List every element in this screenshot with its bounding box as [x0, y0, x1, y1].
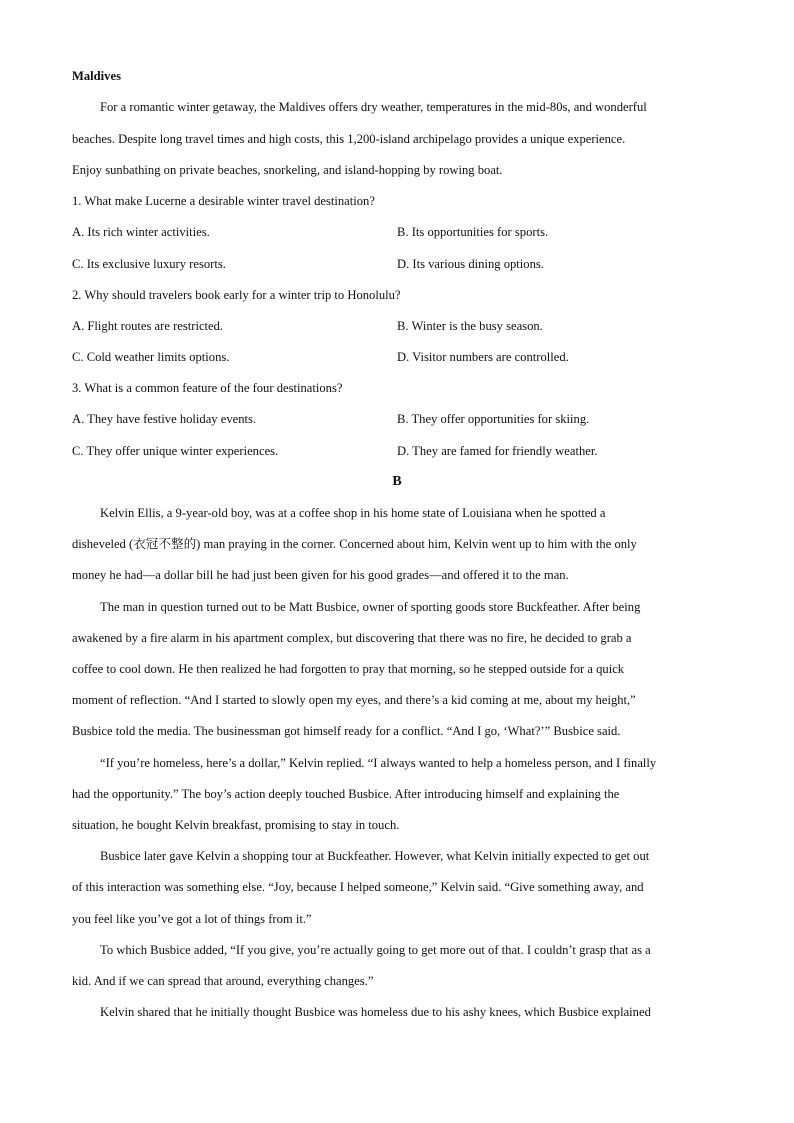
paragraph-line: For a romantic winter getaway, the Maldives offers dry weather, temperatures in the mid-80s, and wonderful — [100, 100, 647, 114]
paragraph-line: of this interaction was something else. “Joy, because I helped someone,” Kelvin said. “Give something away, and — [72, 880, 644, 894]
option-b: B. They offer opportunities for skiing. — [397, 412, 590, 426]
question-stem: 1. What make Lucerne a desirable winter travel destination? — [72, 194, 375, 208]
option-c: C. They offer unique winter experiences. — [72, 444, 279, 458]
paragraph-line: coffee to cool down. He then realized he had forgotten to pray that morning, so he stepped outside for a quick — [72, 662, 625, 676]
paragraph-line: To which Busbice added, “If you give, you’re actually going to get more out of that. I couldn’t grasp that as a — [100, 943, 651, 957]
option-d: D. They are famed for friendly weather. — [397, 444, 598, 458]
paragraph-line: Kelvin shared that he initially thought Busbice was homeless due to his ashy knees, which Busbice explained — [100, 1005, 651, 1019]
paragraph-line: situation, he bought Kelvin breakfast, promising to stay in touch. — [72, 818, 400, 832]
paragraph-line: Kelvin Ellis, a 9-year-old boy, was at a coffee shop in his home state of Louisiana when he spotted a — [100, 506, 606, 520]
option-d: D. Its various dining options. — [397, 257, 544, 271]
question-stem: 3. What is a common feature of the four destinations? — [72, 381, 343, 395]
paragraph-line: “If you’re homeless, here’s a dollar,” Kelvin replied. “I always wanted to help a homeless person, and I finally — [100, 756, 657, 770]
option-b: B. Its opportunities for sports. — [397, 225, 549, 239]
paragraph-line: kid. And if we can spread that around, everything changes.” — [72, 974, 374, 988]
paragraph-line: you feel like you’ve got a lot of things from it.” — [72, 912, 312, 926]
option-d: D. Visitor numbers are controlled. — [397, 350, 569, 364]
paragraph-line: The man in question turned out to be Matt Busbice, owner of sporting goods store Buckfeather. After being — [100, 600, 641, 614]
option-c: C. Cold weather limits options. — [72, 350, 230, 364]
paragraph-line: moment of reflection. “And I started to slowly open my eyes, and there’s a kid coming at me, about my height,” — [72, 693, 636, 707]
paragraph-line: money he had—a dollar bill he had just been given for his good grades—and offered it to the man. — [72, 568, 569, 582]
option-a: A. They have festive holiday events. — [72, 412, 257, 426]
option-a: A. Its rich winter activities. — [72, 225, 210, 239]
option-a: A. Flight routes are restricted. — [72, 319, 224, 333]
paragraph-line: Busbice later gave Kelvin a shopping tour at Buckfeather. However, what Kelvin initially expected to get out — [100, 849, 650, 863]
section-label-b: B — [392, 474, 402, 489]
paragraph-line: Enjoy sunbathing on private beaches, snorkeling, and island-hopping by rowing boat. — [72, 163, 503, 177]
question-stem: 2. Why should travelers book early for a winter trip to Honolulu? — [72, 288, 401, 302]
paragraph-line: had the opportunity.” The boy’s action deeply touched Busbice. After introducing himself and explaining the — [72, 787, 620, 801]
paragraph-line: disheveled (衣冠不整的) man praying in the corner. Concerned about him, Kelvin went up to him with the only — [72, 537, 637, 551]
paragraph-line: Busbice told the media. The businessman got himself ready for a conflict. “And I go, ‘What?’” Busbice said. — [72, 724, 621, 738]
section-heading-maldives: Maldives — [72, 69, 121, 83]
option-c: C. Its exclusive luxury resorts. — [72, 257, 226, 271]
option-b: B. Winter is the busy season. — [397, 319, 543, 333]
paragraph-line: awakened by a fire alarm in his apartment complex, but discovering that there was no fire, he decided to grab a — [72, 631, 632, 645]
paragraph-line: beaches. Despite long travel times and high costs, this 1,200-island archipelago provides a unique experience. — [72, 132, 626, 146]
